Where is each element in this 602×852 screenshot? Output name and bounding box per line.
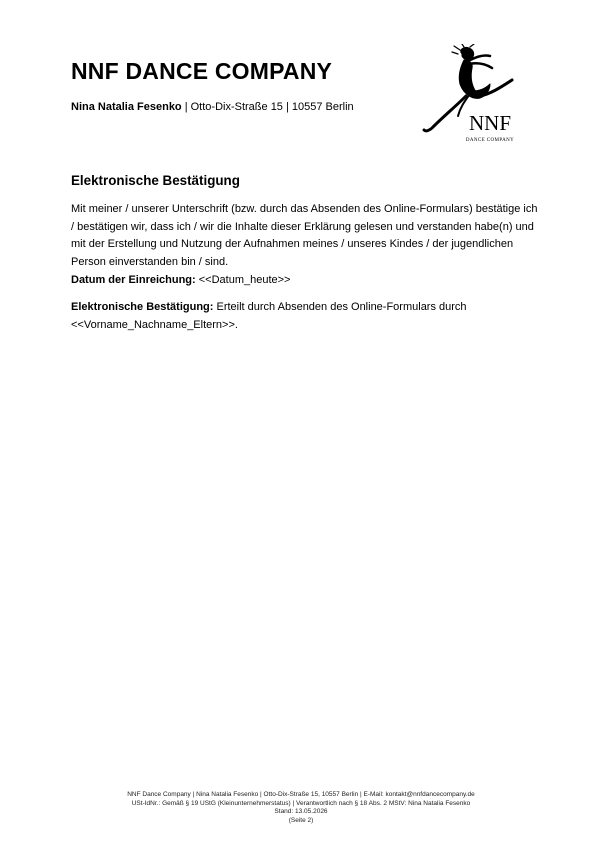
submission-date-label: Datum der Einreichung: — [71, 274, 196, 286]
footer-page-number: (Seite 2) — [288, 816, 314, 824]
company-title: NNF DANCE COMPANY — [71, 58, 333, 84]
footer-legal-line: USt-IdNr.: Gemäß § 19 UStG (Kleinunternehmerstatus) | Verantwortlich nach § 18 Abs. 2 MStV: Nina Natalia Fesenko — [131, 799, 471, 807]
owner-name: Nina Natalia Fesenko — [71, 101, 182, 113]
footer-date-line: Stand: 13.05.2026 — [274, 808, 328, 816]
electronic-confirmation-line — [71, 299, 541, 334]
page-footer — [0, 791, 602, 825]
dancer-logo-icon — [420, 44, 524, 150]
submission-date-line — [71, 272, 541, 290]
address-text: | Otto-Dix-Straße 15 | 10557 Berlin — [181, 101, 354, 113]
logo-subtitle: DANCE COMPANY — [465, 138, 515, 143]
section-heading: Elektronische Bestätigung — [71, 173, 240, 188]
address-line — [71, 101, 354, 113]
logo-monogram: NNF — [468, 111, 512, 135]
electronic-confirmation-label: Elektronische Bestätigung: — [71, 301, 214, 313]
electronic-confirmation-value: Erteilt durch Absenden des Online-Formulars durch <<Vorname_Nachname_Eltern>>. — [71, 301, 467, 331]
footer-contact-line: NNF Dance Company | Nina Natalia Fesenko | Otto-Dix-Straße 15, 10557 Berlin | E-Mail: kontakt@nnfdancecompany.de — [127, 791, 475, 798]
consent-paragraph: Mit meiner / unserer Unterschrift (bzw. durch das Absenden des Online-Formulars) bestätige ich / bestätigen wir, dass ich / wir die Inhalte dieser Erklärung gelesen und verstanden habe(n) und mit der Erstellung und Nutzung der Aufnahmen meines / unseres Kindes / der jugendlichen Person einverstanden bin / sind. — [71, 203, 538, 268]
submission-date-value: <<Datum_heute>> — [195, 274, 291, 286]
